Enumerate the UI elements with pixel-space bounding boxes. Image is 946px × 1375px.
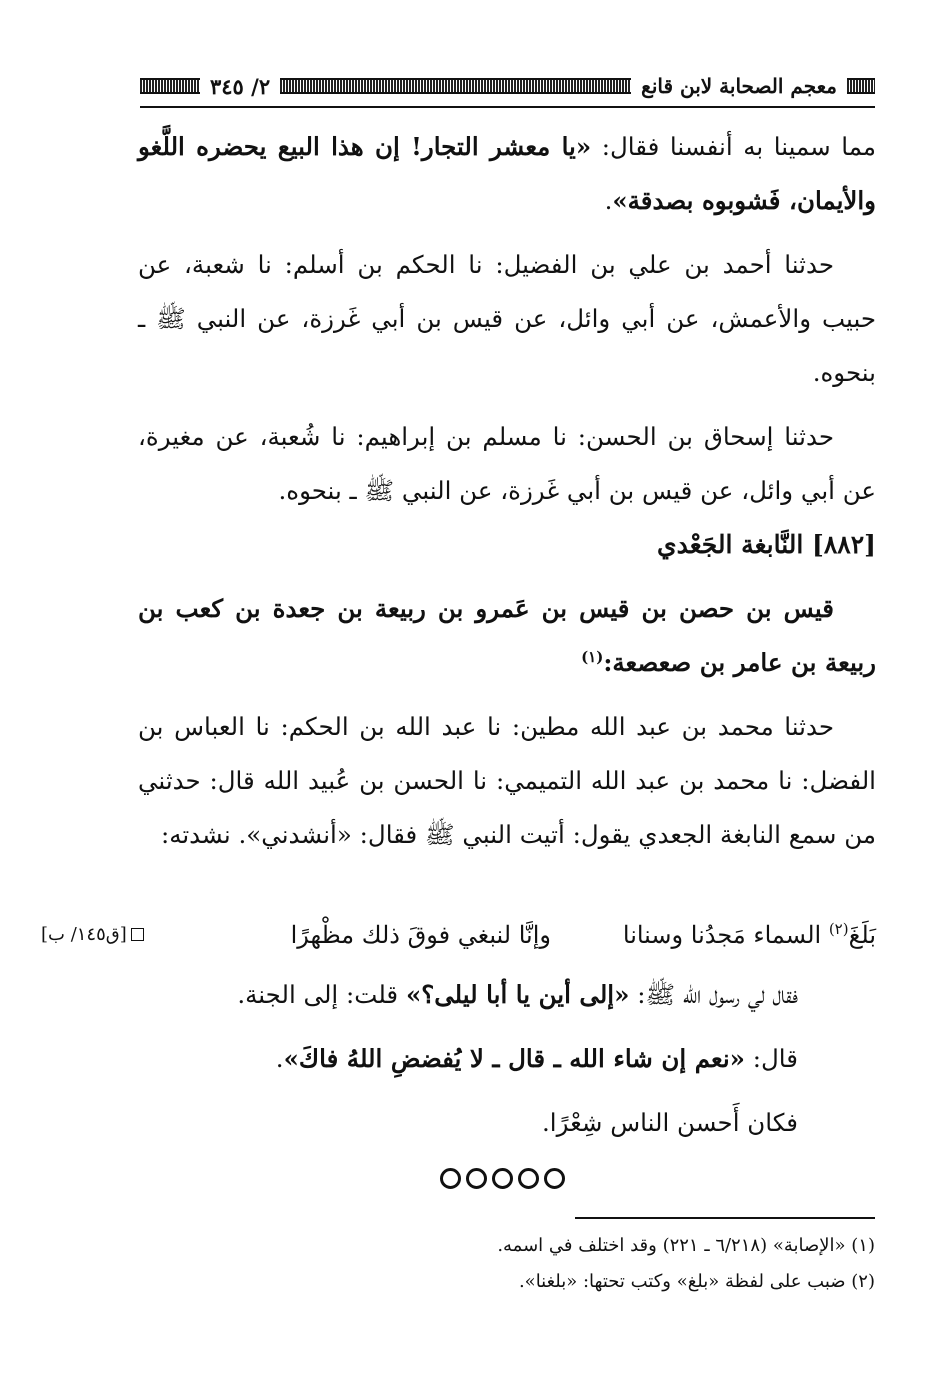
circle-ornament-icon	[492, 1168, 513, 1189]
book-title: معجم الصحابة لابن قانع	[641, 74, 837, 98]
header-ornament	[847, 78, 875, 94]
footnote-1: (١) «الإصابة» (٦/٢١٨ ـ ٢٢١) وقد اختلف في اسمه.	[497, 1235, 875, 1256]
paragraph-1: مما سمينا به أنفسنا فقال: «يا معشر التجار! إن هذا البيع يحضره اللَّغو والأيمان، فَشوبوه بصدقة».	[138, 132, 876, 215]
footnotes	[300, 1228, 875, 1300]
verse-hemistich-2: وإنَّا لنبغي فوقَ ذلك مظْهرًا	[290, 921, 551, 949]
entry-heading: [٨٨٢] النَّابغة الجَعْدي	[657, 530, 876, 559]
page-number: ٢/ ٣٤٥	[210, 73, 271, 99]
hadith-quote: «يا معشر التجار! إن هذا البيع يحضره اللَّغو والأيمان، فَشوبوه بصدقة»	[138, 132, 876, 215]
circle-ornament-icon	[518, 1168, 539, 1189]
paragraph-4: حدثنا محمد بن عبد الله مطين: نا عبد الله بن الحكم: نا العباس بن الفضل: نا محمد بن عبد الله التميمي: نا الحسن بن عُبيد الله قال: حدثني من سمع النابغة الجعدي يقول: أتيت النبي ﷺ فقال: «أنشدني». نشدته:	[138, 712, 876, 849]
closing-text	[138, 968, 798, 1150]
entry-lineage: قيس بن حصن بن قيس بن عَمرو بن ربيعة بن جعدة بن كعب بن ربيعة بن عامر بن صعصعة:$^{(١)}$	[138, 594, 876, 677]
footnote-2: (٢) ضبب على لفظة «بلغ» وكتب تحتها: «بلغنا».	[518, 1271, 875, 1292]
section-divider	[440, 1168, 566, 1190]
poetry-verse	[41, 908, 876, 962]
square-marker-icon	[131, 928, 144, 941]
paragraph-3: حدثنا إسحاق بن الحسن: نا مسلم بن إبراهيم: نا شُعبة، عن مغيرة، عن أبي وائل، عن قيس بن أبي غَرزة، عن النبي ﷺ ـ بنحوه.	[138, 422, 876, 505]
footnote-ref: (٢)	[828, 920, 849, 938]
circle-ornament-icon	[466, 1168, 487, 1189]
closing-line-2: قال: «نعم إن شاء الله ـ قال ـ لا يُفضضِ اللهُ فاكَ».	[275, 1044, 798, 1073]
manuscript-reference: [ق١٤٥/ ب]	[41, 924, 127, 945]
header-ornament	[140, 78, 200, 94]
circle-ornament-icon	[440, 1168, 461, 1189]
circle-ornament-icon	[544, 1168, 565, 1189]
footnote-rule	[575, 1217, 875, 1219]
paragraph-2: حدثنا أحمد بن علي بن الفضيل: نا الحكم بن أسلم: نا شعبة، عن حبيب والأعمش، عن أبي وائل، عن قيس بن أبي غَرزة، عن النبي ﷺ ـ بنحوه.	[138, 250, 876, 387]
closing-line-3: فكان أَحسن الناس شِعْرًا.	[541, 1108, 798, 1137]
main-text	[138, 120, 876, 862]
closing-line-1: فقال لي رسول الله ﷺ: «إلى أين يا أبا ليلى؟» قلت: إلى الجنة.	[237, 980, 798, 1009]
header-rule	[140, 106, 875, 108]
header-ornament	[280, 78, 631, 94]
running-header	[140, 66, 875, 106]
verse-hemistich-1: بَلَغَ$^{(٢)}$ السماء مَجدُنا وسنانا	[622, 920, 876, 949]
footnote-ref: (١)	[581, 647, 604, 666]
